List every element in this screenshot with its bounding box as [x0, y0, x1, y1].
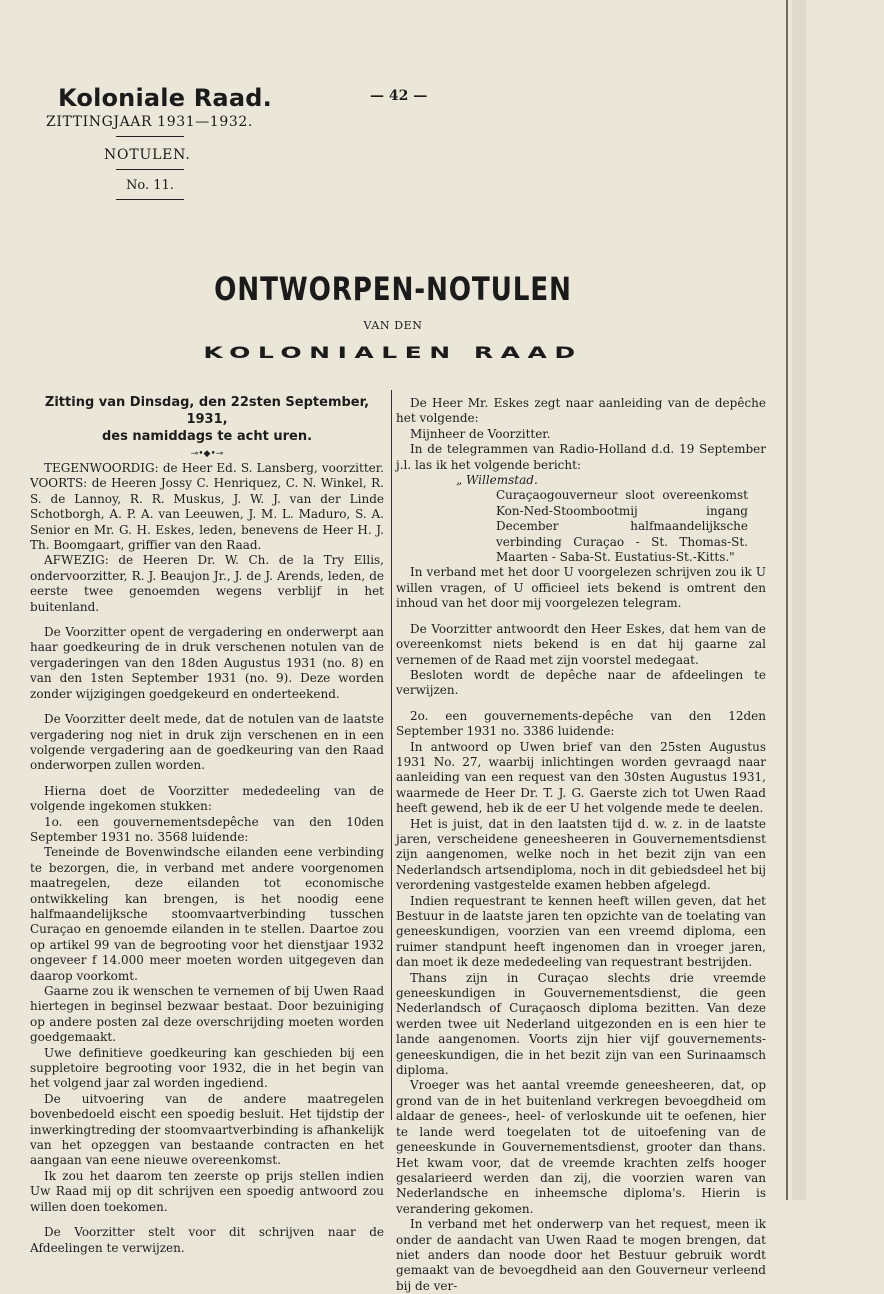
org-title: Koloniale Raad. [58, 84, 272, 112]
depeche-1-para-2: Gaarne zou ik wenschen te vernemen of bij Uwen Raad hiertegen in beginsel bezwaar bestaat. Door bezuiniging op andere posten zal deze overschrijding moeten worden goedgemaakt. [30, 984, 384, 1045]
masthead-van-den: VAN DEN [363, 319, 423, 332]
depeche-1-para-5: Ik zou het daarom ten zeerste op prijs stellen indien Uw Raad mij op dit schrijven een spoedig antwoord zou willen doen toekomen. [30, 1168, 384, 1214]
attendance-paragraph: TEGENWOORDIG: de Heer Ed. S. Lansberg, voorzitter. VOORTS: de Heeren Jossy C. Henriquez, C. N. Winkel, R. S. de Lannoy, R. R. Muskus, J. W. J. van der Linde Schotborgh, A. P. A. van Leeuwen, J. M. L. Maduro, S. A. Senior en Mr. G. H. Eskes, leden, benevens de Heer H. J. Th. Boomgaart, griffier van den Raad. [30, 461, 384, 553]
header-rule-3 [116, 199, 184, 200]
sitting-line-2: des namiddags te acht uren. [101, 429, 313, 444]
depeche-1-heading: 1o. een gouvernementsdepêche van den 10den September 1931 no. 3568 luidende: [30, 814, 384, 844]
page-number: — 42 — [370, 88, 428, 104]
depeche-2-para-3: Indien requestrant te kennen heeft willen geven, dat het Bestuur in de laatste jaren ten opzichte van de toelating van geneeskundigen, voorzien van een vreemd diploma, een ruimer standpunt heeft ingenomen dan in vroeger jaren, dan moet ik deze mededeeling van requestrant bestrijden. [396, 893, 766, 970]
page-edge-rule [786, 0, 788, 1200]
session-year: ZITTINGJAAR 1931—1932. [46, 114, 253, 130]
depeche-2-heading: 2o. een gouvernements-depêche van den 12den September 1931 no. 3386 luidende: [396, 708, 766, 739]
left-column [30, 394, 384, 1256]
depeche-2-para-6: In verband met het onderwerp van het request, meen ik onder de aandacht van Uwen Raad te mogen brengen, dat niet anders dan noode door het Bestuur gebruik wordt gemaakt van de bevoegdheid aan den Gouverneur verleend bij de ver- [396, 1217, 766, 1293]
ornament: ⊸•◆•⊸ [190, 449, 224, 459]
depeche-2-para-4: Thans zijn in Curaçao slechts drie vreemde geneeskundigen in Gouvernementsdienst, die geen Nederlandsch of Curaçaosch diploma bezitten. Van deze werden twee uit Nederland uitgezonden en is een hier te lande aangenomen. Voorts zijn hier vijf gouvernements-geneeskundigen, die in het bezit zijn van een Surinaamsch diploma. [396, 970, 766, 1078]
telegram-place: „ Willemstad. [456, 473, 538, 488]
telegram-text: Curaçaogouverneur sloot overeenkomst Kon-Ned-Stoombootmij ingang December halfmaandelijksche verbinding Curaçao - St. Thomas-St. Maarten - Saba-St. Eustatius-St.-Kitts." [496, 488, 748, 565]
chair-proposal-paragraph: De Voorzitter stelt voor dit schrijven naar de Afdeelingen te verwijzen. [30, 1225, 384, 1255]
decision-paragraph: Besloten wordt de depêche naar de afdeelingen te verwijzen. [396, 667, 766, 698]
absent-paragraph: AFWEZIG: de Heeren Dr. W. Ch. de la Try Ellis, ondervoorzitter, R. J. Beaujon Jr., J. de J. Arends, leden, de eerste twee genoemden wegens verblijf in het buitenland. [30, 553, 384, 614]
depeche-2-para-1: In antwoord op Uwen brief van den 25sten Augustus 1931 No. 27, waarbij inlichtingen worden gevraagd naar aanleiding van een request van den 30sten Augustus 1931, waarmede de Heer Dr. T. J. G. Gaerste zich tot Uwen Raad heeft gewend, heb ik de eer U het volgende mede te deelen. [396, 739, 766, 816]
page-edge-strip [792, 0, 806, 1200]
eskes-telegram-intro: In de telegrammen van Radio-Holland d.d. 19 September j.l. las ik het volgende bericht: [396, 442, 766, 472]
doc-type: NOTULEN. [104, 147, 191, 163]
masthead-title: ONTWORPEN-NOTULEN [214, 270, 572, 308]
minutes-pending-paragraph: De Voorzitter deelt mede, dat de notulen van de laatste vergadering nog niet in druk zijn verschenen en in een volgende vergadering aan de goedkeuring van den Raad onderworpen zullen worden. [30, 712, 384, 773]
depeche-1-para-4: De uitvoering van de andere maatregelen bovenbedoeld eischt een spoedig besluit. Het tijdstip der inwerkingtreding der stoomvaartverbinding is afhankelijk van het opzeggen van bestaande contracten en het aangaan van eene nieuwe overeenkomst. [30, 1091, 384, 1168]
incoming-documents-intro: Hierna doet de Voorzitter mededeeling van de volgende ingekomen stukken: [30, 783, 384, 814]
eskes-question: In verband met het door U voorgelezen schrijven zou ik U willen vragen, of U officieel iets bekend is omtrent den inhoud van het door mij voorgelezen telegram. [396, 565, 766, 611]
masthead-council: KOLONIALEN RAAD [203, 343, 583, 363]
right-column [396, 396, 766, 1294]
depeche-1-para-1: Teneinde de Bovenwindsche eilanden eene verbinding te bezorgen, die, in verband met andere voorgenomen maatregelen, deze eilanden tot economische ontwikkeling kan brengen, is het noodig eene halfmaandelijksche stoomvaartverbinding tusschen Curaçao en genoemde eilanden in te stellen. Daartoe zou op artikel 99 van de begrooting voor het dienstjaar 1932 ongeveer f 14.000 meer moeten worden uitgegeven dan daarop voorkomt. [30, 845, 384, 983]
sitting-line-1: Zitting van Dinsdag, den 22sten September, 1931, [44, 395, 370, 427]
eskes-intro: De Heer Mr. Eskes zegt naar aanleiding van de depêche het volgende: [396, 396, 766, 426]
depeche-2-para-5: Vroeger was het aantal vreemde geneesheeren, dat, op grond van de in het buitenland verkregen bevoegdheid om aldaar de genees-, heel- of verloskunde uit te oefenen, hier te lande werd toegelaten tot de uitoefening van de geneeskunde in Gouvernementsdienst, grooter dan thans. Het kwam voor, dat de vreemde krachten zelfs hooger gesalarieerd werden dan zij, die voorzien waren van Nederlandsche en inheemsche diploma's. Hierin is verandering gekomen. [396, 1078, 766, 1216]
minutes-approval-paragraph: De Voorzitter opent de vergadering en onderwerpt aan haar goedkeuring de in druk verschenen notulen van de vergaderingen van den 18den Augustus 1931 (no. 8) en van den 1sten September 1931 (no. 9). Deze worden zonder wijzigingen goedgekeurd en onderteekend. [30, 625, 384, 701]
doc-number: No. 11. [126, 178, 174, 193]
eskes-salutation: Mijnheer de Voorzitter. [410, 426, 551, 441]
header-rule-2 [116, 169, 184, 170]
depeche-1-para-3: Uwe definitieve goedkeuring kan geschieden bij een suppletoire begrooting voor 1932, die in het begin van het volgend jaar zal worden ingediend. [30, 1045, 384, 1091]
header-rule-1 [116, 136, 184, 137]
column-divider [391, 390, 392, 1120]
depeche-2-para-2: Het is juist, dat in den laatsten tijd d. w. z. in de laatste jaren, verscheidene geneesheeren in Gouvernementsdienst zijn aangenomen, welke noch in het bezit zijn van een Nederlandsch artsendiploma, noch in dit gebiedsdeel het bij verordening vastgestelde examen hebben afgelegd. [396, 816, 766, 893]
chair-answer: De Voorzitter antwoordt den Heer Eskes, dat hem van de overeenkomst niets bekend is en dat hij gaarne zal vernemen of de Raad met zijn voorstel medegaat. [396, 621, 766, 667]
